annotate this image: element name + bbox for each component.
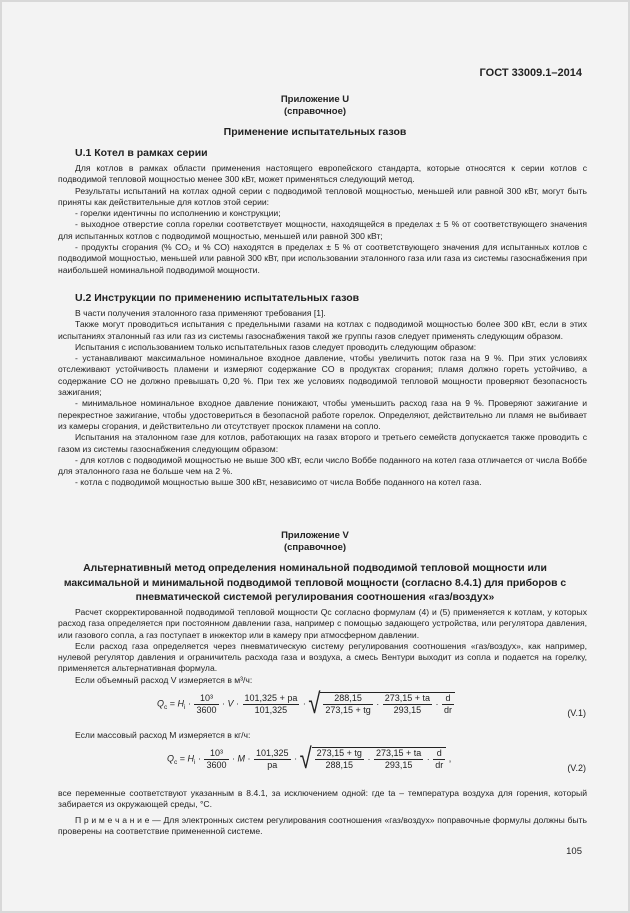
section-u2-body bbox=[58, 308, 587, 489]
note-text: — Для электронных систем регулирования соотношения «газ/воздух» поправочные формулы должны быть проверены на соответствие примененной системе. bbox=[58, 815, 588, 837]
section-u2-heading: U.2 Инструкции по применению испытательных газов bbox=[75, 292, 360, 304]
section-u1-body bbox=[58, 163, 587, 276]
appendix-v-body bbox=[58, 607, 587, 686]
eq-numerator: 273,15 + ta bbox=[375, 748, 422, 758]
appendix-v-label: Приложение V bbox=[281, 530, 349, 541]
eq-denominator: 3600 bbox=[196, 704, 217, 715]
eq-numerator: 273,15 + tg bbox=[316, 748, 362, 758]
standard-number: ГОСТ 33009.1–2014 bbox=[479, 67, 582, 79]
eq-denominator: pa bbox=[267, 759, 278, 770]
paragraph: Испытания с использованием только испытательных газов следует проводить следующим образом: bbox=[75, 341, 477, 352]
paragraph: все переменные соответствуют указанным в 8.4.1, за исключением одной: где ta – температура воздуха для горения, который забирается из окружающей среды, °C. bbox=[58, 788, 587, 810]
eq-denominator: dr bbox=[444, 705, 453, 715]
eq-denominator: 288,15 bbox=[325, 760, 354, 770]
list-item: - устанавливают максимальное номинальное входное давление, чтобы увеличить поток газа на 9 %. При этих условиях отслеживают устойчивость пламени и измеряют содержание CO в продуктах сгорания; пламя должно гореть устойчиво, а содержание CO не должно превышать 0,20 %. При тех же условиях подводимой тепловой мощности проверяют безопасность зажигания; bbox=[58, 353, 587, 398]
note-block bbox=[58, 815, 587, 838]
paragraph: Если расход газа определяется через пневматическую систему регулирования соотношения «газ/воздух», как например, нулевой регулятор давления и ограничитель расхода газа и воздуха, а смесь Вентури выходит из сопла и подается на горелку, применяется альтернативная формула. bbox=[58, 640, 587, 674]
eq-numerator: 10³ bbox=[194, 693, 218, 705]
eq-denominator: 293,15 bbox=[384, 760, 413, 770]
eq-numerator: d bbox=[442, 693, 454, 705]
document-page bbox=[2, 2, 628, 911]
list-item: - котла с подводимой мощностью выше 300 кВт, независимо от числа Воббе поданного на котел газа. bbox=[75, 477, 482, 488]
eq-numerator: 288,15 bbox=[323, 693, 372, 705]
appendix-u-label: Приложение U bbox=[280, 94, 350, 105]
eq-numerator: 101,325 bbox=[256, 747, 289, 758]
appendix-v-note: (справочное) bbox=[283, 542, 347, 553]
appendix-v-title bbox=[2, 530, 628, 554]
paragraph: Испытания на эталонном газе для котлов, работающих на газах второго и третьего семейств допускается также проводить с газом из системы газоснабжения следующим образом: bbox=[58, 432, 587, 454]
appendix-u-heading: Применение испытательных газов bbox=[223, 126, 407, 138]
eq-denominator: 273,15 + tg bbox=[325, 705, 371, 715]
appendix-v-heading: Альтернативный метод определения номинальной подводимой тепловой мощности или максимальной и минимальной подводимой тепловой мощности (согласно 8.4.1) для приборов с пневматической системой регулирования соотношения «газ/воздух» bbox=[63, 563, 567, 603]
list-item: - выходное отверстие сопла горелки соответствует мощности, находящейся в пределах ± 5 % от соответствующего значения для испытанных котлов с подводимой мощностью, меньшей или равной 300 кВт; bbox=[58, 219, 587, 241]
appendix-u-note: (справочное) bbox=[283, 106, 347, 117]
paragraph: Для котлов в рамках области применения настоящего европейского стандарта, которые относятся к серии котлов с подводимой тепловой мощностью менее 300 кВт, может применяться следующий метод. bbox=[58, 163, 587, 185]
eq-denominator: 101,325 bbox=[254, 704, 288, 715]
eq-denominator: 3600 bbox=[206, 759, 227, 770]
list-item: - горелки идентичны по исполнению и конструкции; bbox=[75, 208, 281, 219]
after-equation-text bbox=[58, 788, 587, 811]
eq-numerator: d bbox=[433, 748, 445, 760]
paragraph: Также могут проводиться испытания с предельными газами на котлах с подводимой мощностью более 300 кВт, если в этих испытаниях эталонный газ или газ из системы газоснабжения такой же группы газов следует применять следующим образом. bbox=[58, 319, 587, 341]
paragraph: Если объемный расход V измеряется в м³/ч: bbox=[75, 674, 253, 685]
note-label: П р и м е ч а н и е bbox=[75, 815, 150, 825]
list-item: - продукты сгорания (% CO₂ и % CO) находятся в пределах ± 5 % от соответствующего значения для испытанных котлов с подводимой мощностью, меньшей или равной 300 кВт, при использовании эталонного газа или газа из системы газоснабжения при наибольшей номинальной подводимой мощности. bbox=[58, 242, 587, 275]
equation-v1: $Q_c = H_i$ · $\frac{\text{10³}}{3600}$ · V · $\frac{101,325 + pa}{101,325}$ · √ $\frac{288,15}{273,15 + tg}$ · $\frac{273,15 + ta}{293,15}$ · $\frac{d}{dr}$ bbox=[157, 692, 577, 716]
appendix-u-title bbox=[2, 94, 628, 118]
sqrt-body: $\frac{288,15}{273,15 + tg}$ · $\frac{273,15 + ta}{293,15}$ · $\frac{d}{dr}$ bbox=[320, 692, 455, 716]
page-number: 105 bbox=[566, 846, 582, 857]
list-item: - минимальное номинальное входное давление понижают, чтобы уменьшить расход газа на 9 %. Проверяют зажигание и перекрестное зажигание, чтобы удостовериться в безопасной работе горелок. Определяют, действительно ли пламя не выбивает из камеры сгорания, и действительно ли отсутствует проскок пламени на сопло. bbox=[58, 398, 587, 431]
eq-denominator: dr bbox=[435, 760, 444, 770]
paragraph: В части получения эталонного газа применяют требования [1]. bbox=[75, 308, 326, 318]
sqrt-sign-icon: √ bbox=[299, 742, 312, 775]
eq-numerator: 273,15 + ta bbox=[384, 693, 431, 703]
section-u1-heading: U.1 Котел в рамках серии bbox=[75, 147, 208, 159]
sqrt-sign-icon: √ bbox=[308, 687, 321, 720]
eq-numerator: 101,325 + pa bbox=[244, 692, 298, 703]
equation-number-v1: (V.1) bbox=[567, 708, 586, 718]
equation-v2: $Q_c = H_i$ · $\frac{\text{10³}}{3600}$ · M · $\frac{101,325}{pa}$ · √ $\frac{273,15 + tg}{288,15}$ · $\frac{273,15 + ta}{293,15}$ · $\frac{d}{dr}$ , bbox=[167, 742, 452, 775]
sqrt-body: $\frac{273,15 + tg}{288,15}$ · $\frac{273,15 + ta}{293,15}$ · $\frac{d}{dr}$ bbox=[312, 747, 447, 771]
paragraph: Результаты испытаний на котлах одной серии с подводимой тепловой мощностью, меньшей или равной 300 кВт, могут быть приняты как действительные для котлов этой серии: bbox=[58, 185, 587, 207]
equation-number-v2: (V.2) bbox=[567, 763, 586, 773]
paragraph: Если массовый расход M измеряется в кг/ч: bbox=[75, 730, 251, 740]
paragraph: Расчет скорректированной подводимой тепловой мощности Qc согласно формулам (4) и (5) применяется к котлам, у которых расход газа определяется при постоянном давлении газа, например с помощью задающего устройства, или регулятора давления, или газового сопла, а газ поступает в инжектор или в камеру при атмосферном давлении. bbox=[58, 607, 587, 640]
eq-numerator: 10³ bbox=[204, 748, 228, 760]
list-item: - для котлов с подводимой мощностью не выше 300 кВт, если число Воббе поданного на котел газа отличается от числа Воббе для эталонного газа не больше чем на 2 %. bbox=[58, 454, 587, 477]
eq-denominator: 293,15 bbox=[393, 705, 422, 715]
mass-flow-intro bbox=[58, 730, 587, 741]
